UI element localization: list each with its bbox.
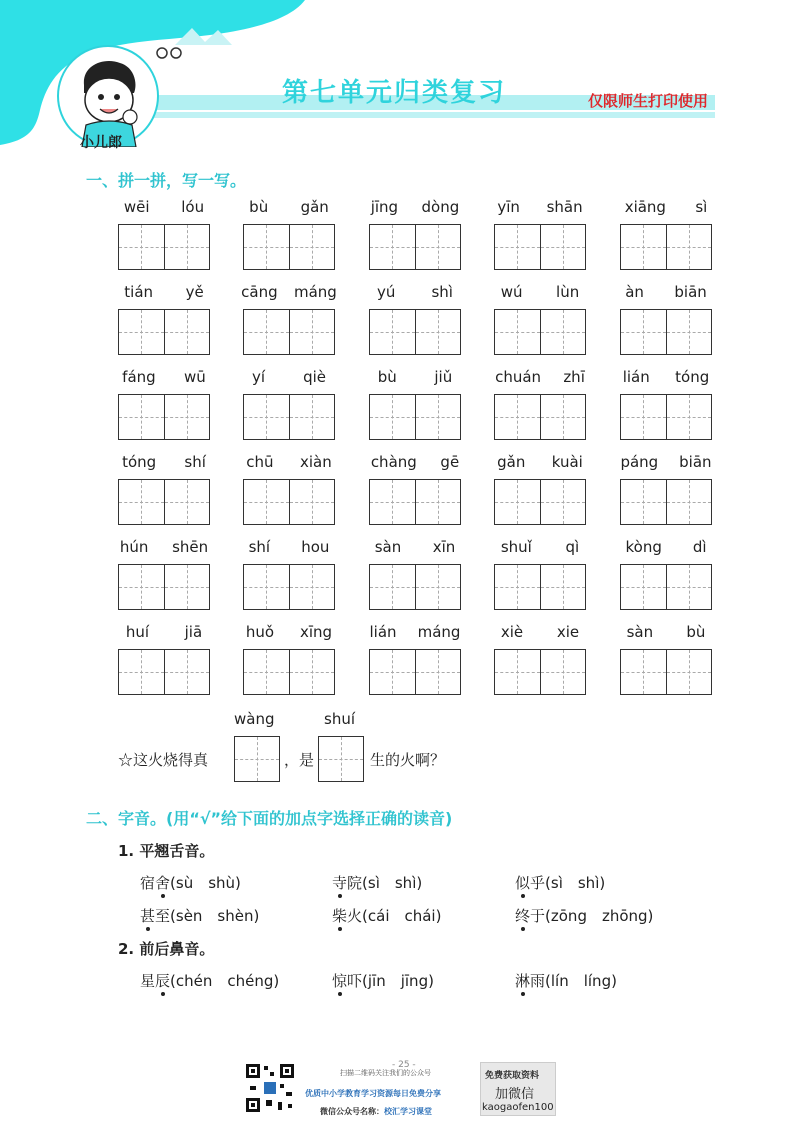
word-cell [118, 623, 210, 703]
word-cell [369, 538, 461, 618]
promo-box: 免费获取资料 加微信 kaogaofen100 [480, 1062, 556, 1116]
pinyin-syllable: chuán [495, 368, 542, 386]
word-cell [243, 538, 335, 618]
pinyin-label [108, 198, 220, 220]
pinyin-label [108, 623, 220, 645]
pinyin-label [484, 623, 596, 645]
pinyin-label [108, 453, 220, 475]
pinyin-options[interactable]: (lín líng) [545, 972, 617, 990]
writing-box[interactable] [369, 649, 461, 695]
word-cell [494, 198, 586, 278]
pinyin-syllable: biān [674, 283, 707, 301]
word-cell [369, 453, 461, 533]
writing-square[interactable] [666, 565, 712, 609]
writing-square[interactable] [666, 395, 712, 439]
writing-square[interactable] [119, 650, 164, 694]
word-cell [118, 453, 210, 533]
pronunciation-item [515, 905, 653, 926]
pinyin-options[interactable]: (sì shì) [545, 874, 606, 892]
pinyin-label [233, 453, 345, 475]
word-cell [243, 198, 335, 278]
writing-box[interactable] [620, 564, 712, 610]
pinyin-syllable: dòng [421, 198, 460, 216]
sentence-answer-box-1[interactable] [234, 736, 280, 782]
writing-square[interactable] [370, 225, 415, 269]
char: 乎 [530, 874, 546, 892]
pinyin-label [359, 538, 471, 560]
pinyin-label [610, 283, 722, 305]
writing-box[interactable] [369, 479, 461, 525]
pinyin-syllable: xiāng [624, 198, 666, 216]
word-cell [620, 283, 712, 363]
pronunciation-item [515, 872, 605, 893]
word-cell [118, 538, 210, 618]
dotted-char: 舍 [155, 874, 171, 892]
char: 至 [155, 907, 171, 925]
sentence-pinyin-1: wàng [234, 710, 275, 728]
writing-square[interactable] [244, 395, 289, 439]
pinyin-syllable: xīng [299, 623, 333, 641]
pinyin-syllable: jiǔ [434, 368, 453, 386]
pinyin-syllable: hún [119, 538, 149, 556]
writing-box[interactable] [243, 649, 335, 695]
writing-box[interactable] [494, 394, 586, 440]
writing-square[interactable] [289, 395, 335, 439]
pronunciation-item [515, 970, 617, 991]
writing-square[interactable] [164, 650, 210, 694]
writing-square[interactable] [415, 650, 461, 694]
writing-box[interactable] [243, 564, 335, 610]
pinyin-syllable: páng [620, 453, 659, 471]
writing-square[interactable] [495, 480, 540, 524]
pronunciation-item [332, 905, 441, 926]
writing-box[interactable] [620, 649, 712, 695]
pinyin-label [610, 453, 722, 475]
writing-square[interactable] [666, 480, 712, 524]
pronunciation-item [332, 970, 434, 991]
pinyin-label [108, 283, 220, 305]
pinyin-label [359, 453, 471, 475]
pinyin-syllable: gē [440, 453, 460, 471]
pinyin-syllable: huí [125, 623, 149, 641]
writing-box[interactable] [494, 564, 586, 610]
pinyin-syllable: jiā [184, 623, 203, 641]
writing-square[interactable] [666, 310, 712, 354]
writing-square[interactable] [621, 395, 666, 439]
pinyin-syllable: lián [369, 623, 397, 641]
pinyin-syllable: lùn [556, 283, 580, 301]
pinyin-syllable: gǎn [300, 198, 329, 216]
sentence-exercise [118, 710, 718, 785]
section1-title: 一、拼一拼，写一写。 [86, 171, 247, 190]
pinyin-label [484, 368, 596, 390]
word-cell [494, 623, 586, 703]
writing-square[interactable] [289, 480, 335, 524]
dotted-char: 淋 [515, 972, 531, 990]
pinyin-syllable: àn [625, 283, 644, 301]
pinyin-syllable: shí [184, 453, 206, 471]
pinyin-syllable: kuài [551, 453, 583, 471]
pinyin-syllable: wēi [123, 198, 150, 216]
pinyin-syllable: tóng [675, 368, 710, 386]
writing-square[interactable] [119, 565, 164, 609]
writing-square[interactable] [540, 650, 586, 694]
dotted-char: 寺 [332, 874, 348, 892]
word-cell [243, 453, 335, 533]
writing-box[interactable] [369, 394, 461, 440]
writing-square[interactable] [495, 310, 540, 354]
pinyin-label [610, 538, 722, 560]
sentence-part-2: ，是 [284, 751, 315, 769]
writing-square[interactable] [540, 225, 586, 269]
pinyin-label [359, 623, 471, 645]
pinyin-syllable: qiè [303, 368, 326, 386]
writing-square[interactable] [495, 650, 540, 694]
pinyin-syllable: tóng [122, 453, 157, 471]
word-cell [369, 623, 461, 703]
page-number: - 25 - [392, 1060, 416, 1070]
writing-square[interactable] [244, 565, 289, 609]
word-cell [620, 368, 712, 448]
pinyin-syllable: bù [686, 623, 706, 641]
pinyin-syllable: biān [679, 453, 712, 471]
word-cell [494, 283, 586, 363]
char: 雨 [530, 972, 546, 990]
writing-box[interactable] [494, 649, 586, 695]
pinyin-syllable: máng [417, 623, 461, 641]
writing-square[interactable] [370, 395, 415, 439]
writing-square[interactable] [540, 565, 586, 609]
writing-square[interactable] [621, 225, 666, 269]
writing-box[interactable] [243, 309, 335, 355]
writing-square[interactable] [415, 565, 461, 609]
writing-square[interactable] [370, 480, 415, 524]
pinyin-label [233, 368, 345, 390]
pinyin-syllable: qì [565, 538, 580, 556]
word-cell [494, 368, 586, 448]
pinyin-options[interactable]: (zōng zhōng) [545, 907, 654, 925]
pinyin-label [359, 283, 471, 305]
pinyin-syllable: lóu [181, 198, 205, 216]
pinyin-syllable: dì [692, 538, 707, 556]
pinyin-syllable: wú [500, 283, 523, 301]
pinyin-syllable: cāng [241, 283, 278, 301]
writing-square[interactable] [164, 225, 210, 269]
pinyin-options[interactable]: (sù shù) [170, 874, 241, 892]
sub2-title: 2. 前后鼻音。 [118, 940, 215, 958]
pinyin-options[interactable]: (sì shì) [362, 874, 423, 892]
pinyin-syllable: yīn [497, 198, 520, 216]
writing-box[interactable] [118, 479, 210, 525]
writing-box[interactable] [494, 309, 586, 355]
writing-box[interactable] [620, 224, 712, 270]
writing-box[interactable] [620, 479, 712, 525]
pinyin-syllable: xiàn [299, 453, 332, 471]
writing-box[interactable] [118, 564, 210, 610]
pinyin-syllable: sì [695, 198, 708, 216]
pinyin-syllable: shuǐ [500, 538, 532, 556]
writing-square[interactable] [244, 310, 289, 354]
char: 火 [347, 907, 363, 925]
dotted-char: 似 [515, 874, 531, 892]
char: 星 [140, 972, 156, 990]
word-cell [118, 198, 210, 278]
writing-square[interactable] [621, 565, 666, 609]
word-cell [620, 623, 712, 703]
writing-square[interactable] [289, 650, 335, 694]
word-cell [118, 368, 210, 448]
sub1-title: 1. 平翘舌音。 [118, 842, 215, 860]
writing-square[interactable] [289, 310, 335, 354]
char: 吓 [347, 972, 363, 990]
writing-square[interactable] [495, 565, 540, 609]
footer-slogan: 优质中小学教育学习资源每日免费分享 [305, 1089, 441, 1098]
pronunciation-item [140, 872, 241, 893]
sentence-part-3: 生的火啊？ [370, 751, 446, 769]
dotted-char: 柴 [332, 907, 348, 925]
pinyin-label [610, 623, 722, 645]
print-notice: 仅限师生打印使用 [588, 92, 709, 110]
word-cell [369, 283, 461, 363]
writing-box[interactable] [620, 309, 712, 355]
pinyin-syllable: xiè [500, 623, 524, 641]
pinyin-syllable: yě [185, 283, 204, 301]
pinyin-label [233, 623, 345, 645]
word-cell [620, 198, 712, 278]
pinyin-syllable: bù [377, 368, 397, 386]
pinyin-options[interactable]: (cái chái) [362, 907, 442, 925]
sentence-pinyin-2: shuí [324, 710, 355, 728]
writing-square[interactable] [370, 310, 415, 354]
writing-square[interactable] [621, 650, 666, 694]
section2-title: 二、字音。(用“√”给下面的加点字选择正确的读音) [86, 809, 453, 828]
word-cell [494, 538, 586, 618]
writing-square[interactable] [666, 650, 712, 694]
dotted-char: 惊 [332, 972, 348, 990]
mascot-label: 小儿郎 [80, 135, 122, 151]
pinyin-label [233, 283, 345, 305]
pinyin-options[interactable]: (chén chéng) [170, 972, 280, 990]
writing-square[interactable] [119, 480, 164, 524]
pronunciation-item [140, 970, 279, 991]
pinyin-syllable: yú [377, 283, 396, 301]
writing-square[interactable] [119, 225, 164, 269]
pinyin-syllable: máng [293, 283, 337, 301]
writing-square[interactable] [621, 480, 666, 524]
writing-square[interactable] [495, 395, 540, 439]
footer-account: 微信公众号名称：校汇学习课堂 [320, 1107, 432, 1116]
writing-square[interactable] [370, 650, 415, 694]
word-cell [243, 368, 335, 448]
page-title: 第七单元归类复习 [282, 78, 507, 108]
pinyin-label [484, 538, 596, 560]
pinyin-syllable: xīn [432, 538, 456, 556]
writing-square[interactable] [164, 565, 210, 609]
pinyin-syllable: chàng [370, 453, 417, 471]
writing-square[interactable] [540, 310, 586, 354]
writing-square[interactable] [289, 565, 335, 609]
pinyin-label [233, 198, 345, 220]
word-cell [369, 368, 461, 448]
pinyin-label [233, 538, 345, 560]
pinyin-syllable: tián [124, 283, 154, 301]
pinyin-syllable: shēn [172, 538, 209, 556]
pinyin-options[interactable]: (jīn jīng) [362, 972, 434, 990]
writing-box[interactable] [369, 564, 461, 610]
pinyin-label [359, 198, 471, 220]
dotted-char: 辰 [155, 972, 171, 990]
writing-square[interactable] [621, 310, 666, 354]
writing-square[interactable] [540, 480, 586, 524]
word-cell [369, 198, 461, 278]
word-cell [620, 453, 712, 533]
pinyin-syllable: shì [431, 283, 453, 301]
dotted-char: 甚 [140, 907, 156, 925]
char: 于 [530, 907, 546, 925]
char: 宿 [140, 874, 156, 892]
writing-box[interactable] [494, 224, 586, 270]
word-cell [494, 453, 586, 533]
writing-box[interactable] [243, 224, 335, 270]
writing-square[interactable] [164, 310, 210, 354]
pinyin-syllable: zhī [563, 368, 585, 386]
pinyin-syllable: jīng [370, 198, 399, 216]
pinyin-label [484, 453, 596, 475]
qr-code-icon [244, 1062, 296, 1114]
pinyin-syllable: bù [249, 198, 269, 216]
pinyin-syllable: sàn [374, 538, 402, 556]
pinyin-syllable: wū [184, 368, 206, 386]
footer-scan-text: 扫描二维码关注我们的公众号 [340, 1069, 431, 1077]
writing-square[interactable] [244, 480, 289, 524]
writing-square[interactable] [119, 395, 164, 439]
pinyin-label [610, 198, 722, 220]
word-cell [118, 283, 210, 363]
word-cell [620, 538, 712, 618]
writing-square[interactable] [666, 225, 712, 269]
writing-square[interactable] [415, 480, 461, 524]
pinyin-syllable: chū [246, 453, 274, 471]
pronunciation-item [140, 905, 259, 926]
pronunciation-item [332, 872, 422, 893]
char: 院 [347, 874, 363, 892]
sentence-part-1: ☆这火烧得真 [118, 751, 209, 769]
writing-square[interactable] [415, 225, 461, 269]
sentence-answer-box-2[interactable] [318, 736, 364, 782]
pinyin-label [108, 538, 220, 560]
writing-square[interactable] [244, 650, 289, 694]
writing-box[interactable] [118, 649, 210, 695]
pinyin-syllable: fáng [122, 368, 156, 386]
writing-box[interactable] [243, 479, 335, 525]
writing-square[interactable] [415, 310, 461, 354]
pinyin-syllable: shān [546, 198, 583, 216]
pinyin-label [610, 368, 722, 390]
pinyin-label [108, 368, 220, 390]
pinyin-label [359, 368, 471, 390]
writing-square[interactable] [540, 395, 586, 439]
pinyin-syllable: huǒ [245, 623, 275, 641]
pinyin-syllable: yí [252, 368, 266, 386]
pinyin-syllable: shí [248, 538, 271, 556]
writing-square[interactable] [370, 565, 415, 609]
writing-square[interactable] [495, 225, 540, 269]
writing-square[interactable] [415, 395, 461, 439]
writing-box[interactable] [118, 309, 210, 355]
writing-square[interactable] [289, 225, 335, 269]
pinyin-label [484, 198, 596, 220]
writing-box[interactable] [118, 394, 210, 440]
pinyin-syllable: hou [301, 538, 330, 556]
writing-box[interactable] [494, 479, 586, 525]
pinyin-syllable: xie [556, 623, 580, 641]
writing-square[interactable] [119, 310, 164, 354]
writing-box[interactable] [243, 394, 335, 440]
word-cell [243, 623, 335, 703]
writing-box[interactable] [369, 224, 461, 270]
pinyin-syllable: gǎn [497, 453, 526, 471]
dotted-char: 终 [515, 907, 531, 925]
writing-box[interactable] [118, 224, 210, 270]
writing-square[interactable] [164, 395, 210, 439]
pinyin-syllable: kòng [625, 538, 662, 556]
writing-box[interactable] [620, 394, 712, 440]
writing-box[interactable] [369, 309, 461, 355]
writing-square[interactable] [244, 225, 289, 269]
word-cell [243, 283, 335, 363]
writing-square[interactable] [164, 480, 210, 524]
pinyin-syllable: sàn [626, 623, 654, 641]
pinyin-label [484, 283, 596, 305]
pinyin-syllable: lián [622, 368, 650, 386]
pinyin-options[interactable]: (sèn shèn) [170, 907, 260, 925]
